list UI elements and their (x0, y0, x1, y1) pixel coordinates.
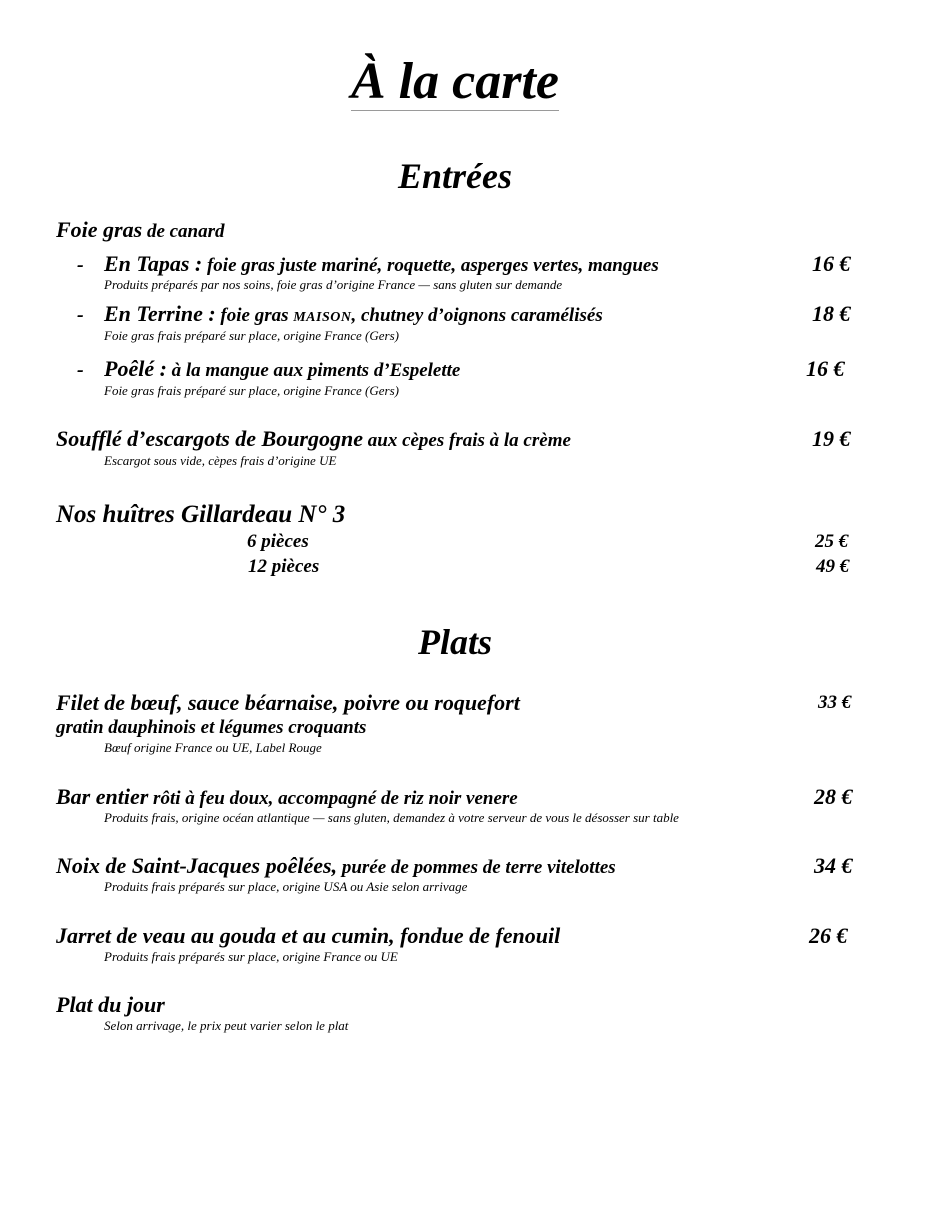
huitres-qty-6: 6 pièces (247, 531, 309, 552)
menu-item-poele (104, 356, 460, 382)
item-description: rôti à feu doux, accompagné de riz noir venere (148, 788, 518, 809)
item-description: gratin dauphinois et légumes croquants (56, 717, 367, 738)
foie-gras-heading-sub: de canard (142, 221, 225, 242)
item-description: purée de pommes de terre vitelottes (337, 857, 616, 878)
foie-gras-heading (56, 217, 225, 243)
item-note: Bœuf origine France ou UE, Label Rouge (104, 740, 322, 755)
item-note: Selon arrivage, le prix peut varier selon le plat (104, 1018, 349, 1033)
item-name: En Tapas : (104, 251, 203, 276)
section-heading-entrees: Entrées (397, 156, 512, 196)
page-title-text: À la carte (351, 53, 559, 110)
list-dash: - (77, 304, 84, 326)
item-description: , chutney d’oignons caramélisés (351, 305, 603, 326)
page-title (0, 52, 910, 112)
menu-item-bar (56, 784, 518, 810)
item-price: 28 € (814, 784, 853, 809)
foie-gras-heading-main: Foie gras (56, 217, 143, 242)
list-dash: - (77, 254, 84, 276)
item-description: foie gras (215, 305, 294, 326)
item-name: Soufflé d’escargots de Bourgogne (56, 426, 363, 451)
menu-item-terrine (104, 301, 603, 327)
menu-item-huitres: Nos huîtres Gillardeau N° 3 (56, 501, 346, 528)
item-note: Produits frais préparés sur place, origine France ou UE (104, 949, 398, 964)
huitres-price-6: 25 € (815, 531, 849, 552)
item-name: En Terrine : (104, 301, 216, 326)
menu-item-jarret-veau: Jarret de veau au gouda et au cumin, fondue de fenouil (56, 923, 561, 948)
menu-item-souffle (56, 426, 571, 452)
item-price: 34 € (814, 853, 853, 878)
item-note: Escargot sous vide, cèpes frais d’origine UE (104, 453, 337, 468)
item-name: Noix de Saint-Jacques poêlées, (56, 853, 338, 878)
item-note: Produits préparés par nos soins, foie gras d’origine France — sans gluten sur demande (104, 277, 563, 292)
huitres-price-12: 49 € (816, 556, 850, 577)
menu-item-filet-boeuf: Filet de bœuf, sauce béarnaise, poivre ou roquefort (56, 690, 520, 715)
item-description-smallcaps: MAISON (293, 310, 352, 325)
menu-item-tapas (104, 251, 659, 277)
item-name: Poêlé : (104, 356, 167, 381)
item-price: 19 € (812, 426, 851, 451)
item-price: 16 € (806, 356, 845, 381)
item-price: 33 € (818, 692, 852, 713)
list-dash: - (77, 359, 84, 381)
item-price: 26 € (809, 923, 848, 948)
item-description: à la mangue aux piments d’Espelette (166, 360, 461, 381)
menu-item-saint-jacques (56, 853, 616, 879)
item-note: Foie gras frais préparé sur place, origine France (Gers) (104, 328, 399, 343)
item-description: aux cèpes frais à la crème (363, 430, 571, 451)
item-note: Foie gras frais préparé sur place, origine France (Gers) (104, 383, 399, 398)
huitres-qty-12: 12 pièces (248, 556, 320, 577)
item-note: Produits frais, origine océan atlantique — sans gluten, demandez à votre serveur de vous le désosser sur table (104, 810, 679, 825)
section-heading-plats: Plats (417, 622, 492, 662)
item-description: foie gras juste mariné, roquette, asperges vertes, mangues (202, 255, 659, 276)
menu-item-plat-du-jour: Plat du jour (56, 992, 165, 1017)
item-price: 18 € (812, 301, 851, 326)
item-note: Produits frais préparés sur place, origine USA ou Asie selon arrivage (104, 879, 468, 894)
item-price: 16 € (812, 251, 851, 276)
item-name: Bar entier (56, 784, 149, 809)
